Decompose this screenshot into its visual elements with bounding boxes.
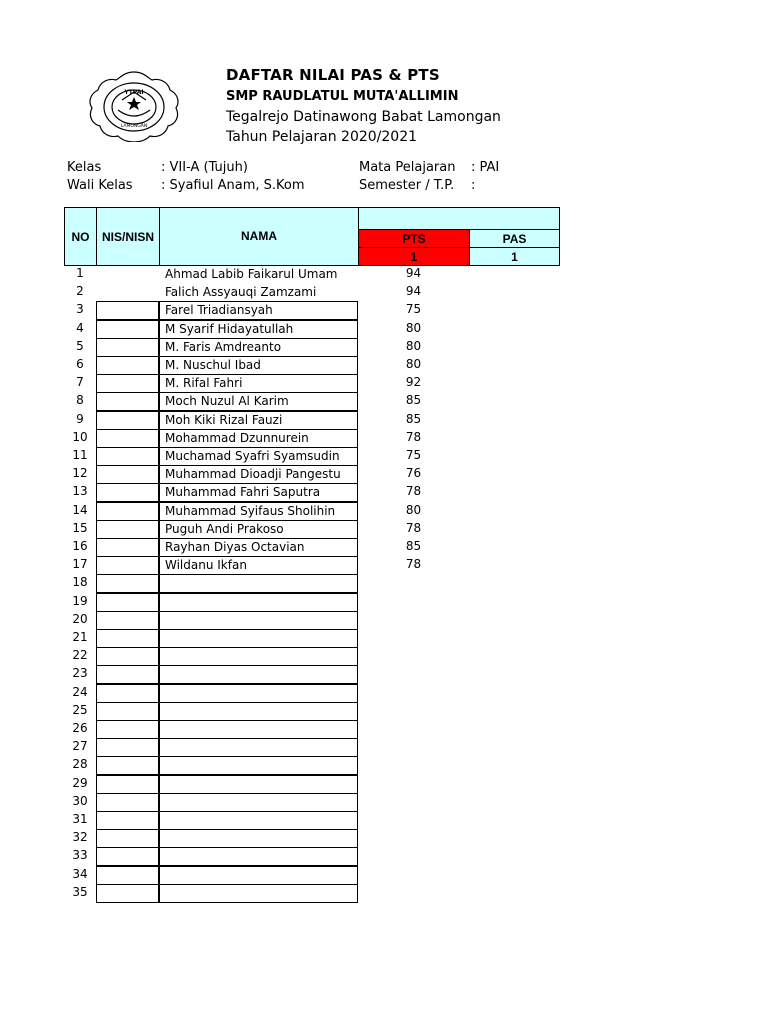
semester-value: : bbox=[471, 178, 476, 193]
student-name bbox=[159, 611, 358, 630]
nis-cell bbox=[96, 593, 159, 612]
row-number: 35 bbox=[72, 884, 88, 899]
nis-cell bbox=[96, 411, 159, 430]
student-name: Farel Triadiansyah bbox=[159, 301, 358, 320]
student-name bbox=[159, 756, 358, 775]
student-name bbox=[159, 574, 358, 593]
logo-text: YTPAI bbox=[124, 89, 144, 96]
nis-cell bbox=[96, 829, 159, 848]
row-number: 2 bbox=[76, 284, 84, 299]
student-name bbox=[159, 811, 358, 830]
student-name: Rayhan Diyas Octavian bbox=[159, 538, 358, 557]
student-name: Falich Assyauqi Zamzami bbox=[165, 285, 317, 300]
nis-cell bbox=[96, 647, 159, 666]
nis-cell bbox=[96, 611, 159, 630]
student-name: Moh Kiki Rizal Fauzi bbox=[159, 411, 358, 430]
nis-cell bbox=[96, 556, 159, 575]
row-number: 1 bbox=[76, 266, 84, 280]
pts-score: 75 bbox=[405, 448, 422, 462]
nis-cell bbox=[96, 775, 159, 794]
student-name: Muhammad Dioadji Pangestu bbox=[159, 465, 358, 484]
pts-score: 78 bbox=[405, 429, 422, 444]
row-number: 10 bbox=[72, 429, 88, 444]
student-name bbox=[159, 647, 358, 666]
student-name bbox=[159, 593, 358, 612]
row-number: 17 bbox=[72, 557, 88, 572]
nis-cell bbox=[96, 811, 159, 830]
student-name bbox=[159, 665, 358, 684]
nis-cell bbox=[96, 465, 159, 484]
nis-cell bbox=[96, 793, 159, 812]
col-header-no: NO bbox=[64, 207, 97, 266]
logo-city: LAMONGAN bbox=[120, 124, 148, 129]
wali-kelas-value: : Syafiul Anam, S.Kom bbox=[161, 178, 305, 193]
row-number: 23 bbox=[72, 666, 88, 681]
nis-cell bbox=[96, 356, 159, 375]
student-name: Wildanu Ikfan bbox=[159, 556, 358, 575]
nis-cell bbox=[96, 483, 159, 502]
row-number: 28 bbox=[72, 757, 88, 772]
col-header-nama: NAMA bbox=[159, 207, 359, 266]
row-number: 24 bbox=[72, 684, 88, 699]
pas-number: 1 bbox=[469, 247, 560, 266]
pts-score: 80 bbox=[405, 502, 422, 517]
row-number: 11 bbox=[72, 448, 88, 462]
nis-cell bbox=[96, 538, 159, 557]
col-header-nis: NIS/NISN bbox=[96, 207, 160, 266]
pts-score: 78 bbox=[405, 484, 422, 499]
student-name: M. Rifal Fahri bbox=[159, 374, 358, 393]
student-name: Muhammad Fahri Saputra bbox=[159, 483, 358, 502]
pts-score: 76 bbox=[405, 466, 422, 481]
row-number: 9 bbox=[76, 411, 84, 426]
row-number: 31 bbox=[72, 812, 88, 826]
nis-cell bbox=[96, 847, 159, 866]
row-number: 5 bbox=[76, 338, 84, 353]
nis-cell bbox=[96, 283, 159, 302]
nis-cell bbox=[96, 756, 159, 775]
student-name bbox=[159, 720, 358, 739]
nis-cell bbox=[96, 866, 159, 885]
student-name: Muhammad Syifaus Sholihin bbox=[159, 502, 358, 521]
pts-score: 80 bbox=[405, 338, 422, 353]
student-name bbox=[159, 775, 358, 794]
pts-score: 78 bbox=[405, 557, 422, 572]
student-name bbox=[159, 829, 358, 848]
row-number: 22 bbox=[72, 648, 88, 663]
student-name bbox=[159, 847, 358, 866]
row-number: 3 bbox=[76, 302, 84, 317]
document-title: DAFTAR NILAI PAS & PTS bbox=[226, 66, 440, 84]
nis-cell bbox=[96, 720, 159, 739]
row-number: 29 bbox=[72, 775, 88, 790]
student-name: Muchamad Syafri Syamsudin bbox=[159, 447, 358, 466]
nis-cell bbox=[96, 338, 159, 357]
row-number: 25 bbox=[72, 702, 88, 717]
col-header-pas: PAS bbox=[469, 229, 560, 248]
nis-cell bbox=[96, 884, 159, 903]
pts-score: 75 bbox=[405, 302, 422, 317]
nis-cell bbox=[96, 447, 159, 466]
row-number: 4 bbox=[76, 320, 84, 335]
student-name: Puguh Andi Prakoso bbox=[159, 520, 358, 539]
student-name: Moch Nuzul Al Karim bbox=[159, 392, 358, 411]
pts-score: 85 bbox=[405, 539, 422, 553]
nis-cell bbox=[96, 574, 159, 593]
row-number: 21 bbox=[72, 630, 88, 644]
nis-cell bbox=[96, 502, 159, 521]
row-number: 19 bbox=[72, 593, 88, 608]
row-number: 30 bbox=[72, 793, 88, 808]
row-number: 20 bbox=[72, 611, 88, 626]
mapel-value: : PAI bbox=[471, 160, 500, 175]
nis-cell bbox=[96, 265, 159, 284]
row-number: 6 bbox=[76, 357, 84, 371]
student-name: M. Nuschul Ibad bbox=[159, 356, 358, 375]
mapel-label: Mata Pelajaran bbox=[359, 160, 456, 175]
nis-cell bbox=[96, 629, 159, 648]
nis-cell bbox=[96, 374, 159, 393]
student-name: Mohammad Dzunnurein bbox=[159, 429, 358, 448]
student-name bbox=[159, 684, 358, 703]
semester-label: Semester / T.P. bbox=[359, 178, 455, 193]
row-number: 7 bbox=[76, 375, 84, 390]
row-number: 32 bbox=[72, 830, 88, 845]
col-header-group bbox=[358, 207, 560, 230]
school-name: SMP RAUDLATUL MUTA'ALLIMIN bbox=[226, 89, 459, 104]
pts-score: 80 bbox=[405, 357, 422, 371]
student-name: Ahmad Labib Faikarul Umam bbox=[165, 267, 338, 281]
row-number: 8 bbox=[76, 393, 84, 408]
nis-cell bbox=[96, 684, 159, 703]
nis-cell bbox=[96, 702, 159, 721]
student-name bbox=[159, 866, 358, 885]
pts-score: 85 bbox=[405, 393, 422, 408]
wali-kelas-label: Wali Kelas bbox=[67, 178, 133, 193]
student-name bbox=[159, 702, 358, 721]
nis-cell bbox=[96, 429, 159, 448]
nis-cell bbox=[96, 520, 159, 539]
pts-score: 85 bbox=[405, 411, 422, 426]
row-number: 15 bbox=[72, 520, 88, 535]
row-number: 14 bbox=[72, 502, 88, 517]
row-number: 27 bbox=[72, 739, 88, 754]
school-address: Tegalrejo Datinawong Babat Lamongan bbox=[226, 109, 501, 125]
pts-score: 94 bbox=[405, 266, 422, 280]
row-number: 12 bbox=[72, 466, 88, 481]
row-number: 33 bbox=[72, 848, 88, 863]
student-name bbox=[159, 738, 358, 757]
student-name: M. Faris Amdreanto bbox=[159, 338, 358, 357]
pts-score: 94 bbox=[405, 284, 422, 299]
nis-cell bbox=[96, 738, 159, 757]
kelas-label: Kelas bbox=[67, 160, 102, 175]
student-name bbox=[159, 884, 358, 903]
nis-cell bbox=[96, 392, 159, 411]
student-name bbox=[159, 793, 358, 812]
student-name: M Syarif Hidayatullah bbox=[159, 320, 358, 339]
pts-number: 1 bbox=[358, 247, 470, 266]
pts-score: 78 bbox=[405, 520, 422, 535]
row-number: 13 bbox=[72, 484, 88, 499]
pts-score: 80 bbox=[405, 320, 422, 335]
row-number: 18 bbox=[72, 575, 88, 590]
nis-cell bbox=[96, 320, 159, 339]
row-number: 16 bbox=[72, 539, 88, 553]
row-number: 26 bbox=[72, 721, 88, 735]
row-number: 34 bbox=[72, 866, 88, 881]
nis-cell bbox=[96, 665, 159, 684]
kelas-value: : VII-A (Tujuh) bbox=[161, 160, 248, 175]
pts-score: 92 bbox=[405, 375, 422, 390]
academic-year: Tahun Pelajaran 2020/2021 bbox=[226, 129, 418, 145]
col-header-pts: PTS bbox=[358, 229, 470, 248]
school-logo bbox=[88, 70, 180, 142]
nis-cell bbox=[96, 301, 159, 320]
student-name bbox=[159, 629, 358, 648]
